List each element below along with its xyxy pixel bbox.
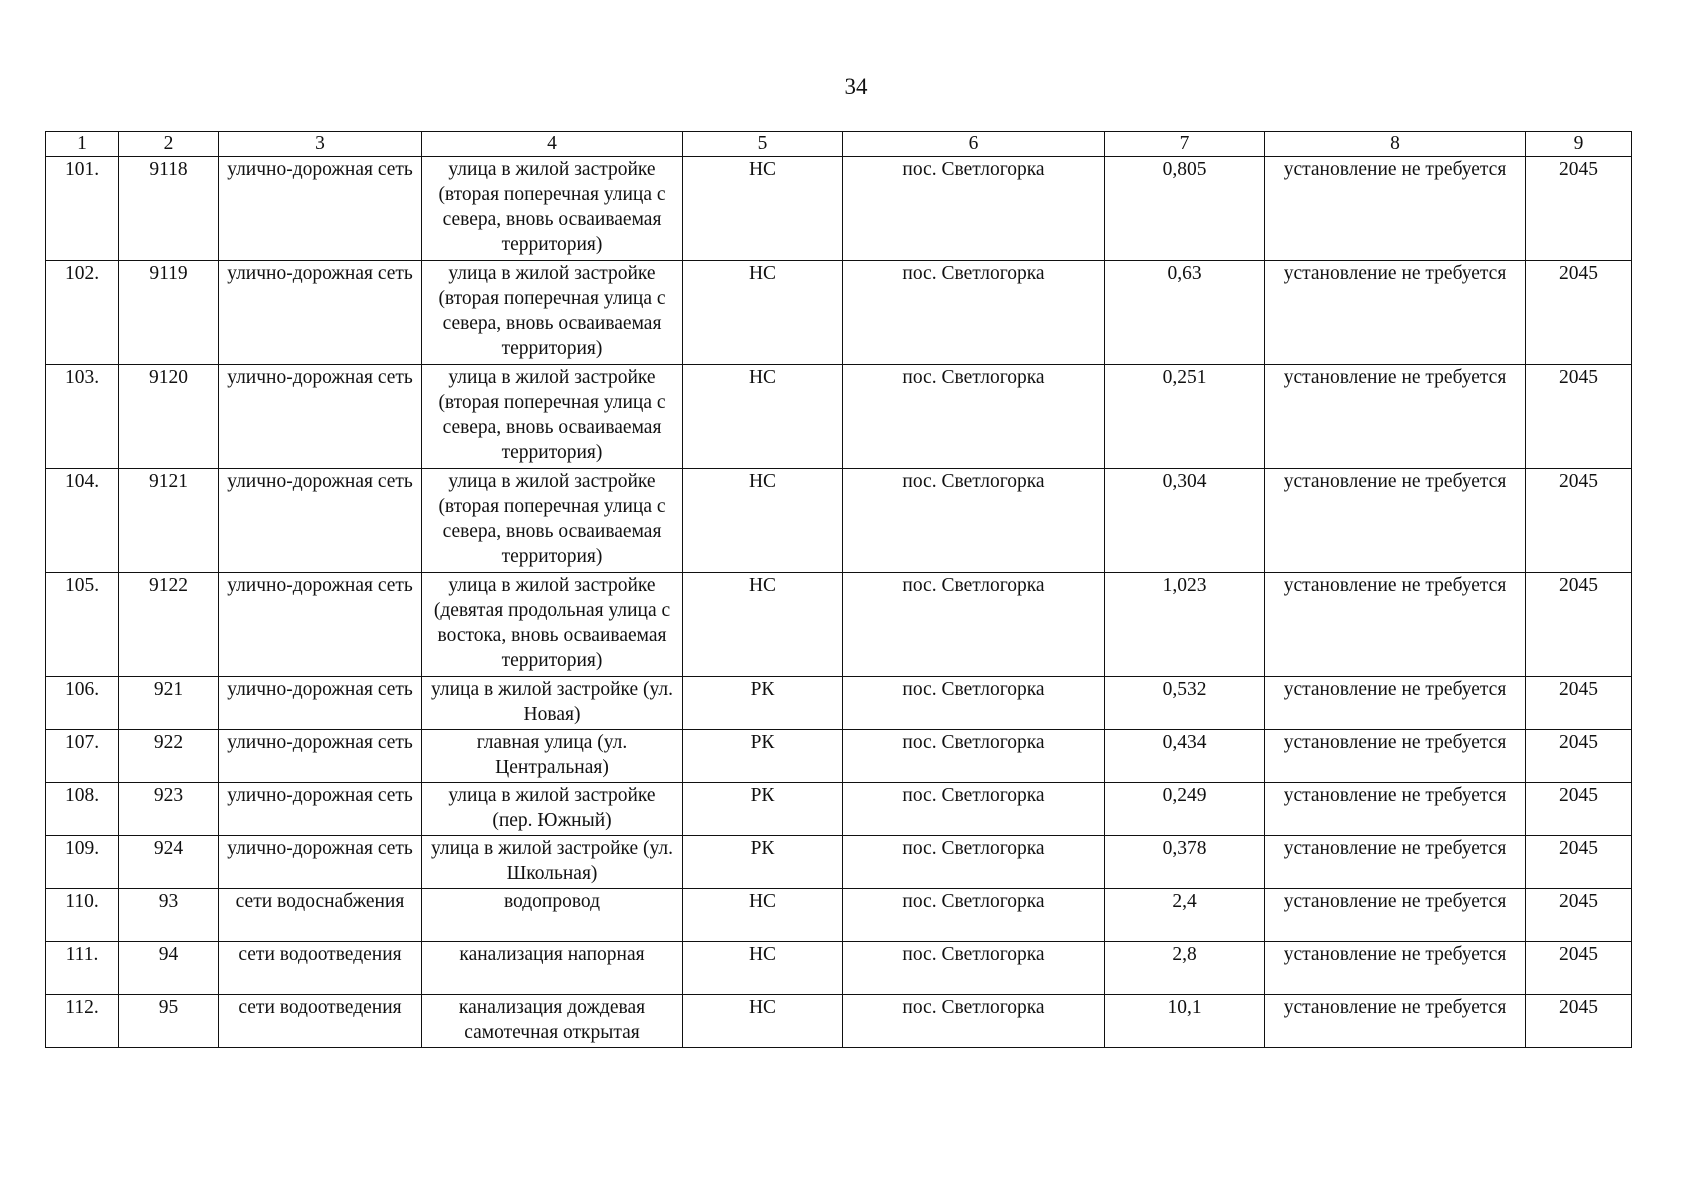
table-cell: пос. Светлогорка: [843, 677, 1105, 730]
table-cell: 2045: [1526, 261, 1632, 365]
table-row: [46, 783, 1632, 836]
table-cell: 93: [119, 889, 219, 942]
table-cell: установление не требуется: [1265, 573, 1526, 677]
table-cell: 2045: [1526, 889, 1632, 942]
table-cell: 9120: [119, 365, 219, 469]
column-header: 6: [843, 132, 1105, 157]
table-cell: улица в жилой застройке (пер. Южный): [422, 783, 683, 836]
table-cell: 107.: [46, 730, 119, 783]
table-cell: 2045: [1526, 995, 1632, 1048]
table-cell: НС: [683, 157, 843, 261]
table-cell: 104.: [46, 469, 119, 573]
table-cell: улично-дорожная сеть: [219, 836, 422, 889]
header-row: [46, 132, 1632, 157]
table-cell: установление не требуется: [1265, 469, 1526, 573]
table-cell: 2045: [1526, 157, 1632, 261]
table-cell: пос. Светлогорка: [843, 261, 1105, 365]
table-cell: НС: [683, 995, 843, 1048]
table-cell: 110.: [46, 889, 119, 942]
table-cell: улично-дорожная сеть: [219, 783, 422, 836]
table-row: [46, 261, 1632, 365]
table-row: [46, 942, 1632, 995]
table-cell: установление не требуется: [1265, 836, 1526, 889]
table-cell: 111.: [46, 942, 119, 995]
table-cell: 10,1: [1105, 995, 1265, 1048]
table-cell: установление не требуется: [1265, 157, 1526, 261]
table-cell: улица в жилой застройке (вторая поперечная улица с севера, вновь осваиваемая территория): [422, 261, 683, 365]
table-cell: установление не требуется: [1265, 677, 1526, 730]
table-cell: 2045: [1526, 677, 1632, 730]
table-row: [46, 836, 1632, 889]
table-cell: улично-дорожная сеть: [219, 365, 422, 469]
table-cell: улично-дорожная сеть: [219, 469, 422, 573]
table-cell: улица в жилой застройке (вторая поперечная улица с севера, вновь осваиваемая территория): [422, 469, 683, 573]
table-cell: 0,378: [1105, 836, 1265, 889]
table-cell: 2,4: [1105, 889, 1265, 942]
column-header: 3: [219, 132, 422, 157]
column-header: 2: [119, 132, 219, 157]
table-cell: канализация напорная: [422, 942, 683, 995]
table-cell: 2045: [1526, 836, 1632, 889]
table-cell: 924: [119, 836, 219, 889]
table-cell: улица в жилой застройке (ул. Новая): [422, 677, 683, 730]
table-cell: улично-дорожная сеть: [219, 730, 422, 783]
table-cell: 1,023: [1105, 573, 1265, 677]
table-cell: 921: [119, 677, 219, 730]
table-cell: улично-дорожная сеть: [219, 677, 422, 730]
table-cell: сети водоотведения: [219, 995, 422, 1048]
table-cell: 2045: [1526, 365, 1632, 469]
table-cell: РК: [683, 783, 843, 836]
table-cell: пос. Светлогорка: [843, 995, 1105, 1048]
table-cell: 94: [119, 942, 219, 995]
table-cell: пос. Светлогорка: [843, 783, 1105, 836]
column-header: 5: [683, 132, 843, 157]
table-row: [46, 995, 1632, 1048]
table-cell: 103.: [46, 365, 119, 469]
table-cell: сети водоотведения: [219, 942, 422, 995]
table-row: [46, 730, 1632, 783]
table-cell: пос. Светлогорка: [843, 730, 1105, 783]
table-cell: 0,805: [1105, 157, 1265, 261]
table-cell: РК: [683, 836, 843, 889]
column-header: 1: [46, 132, 119, 157]
table-cell: улично-дорожная сеть: [219, 261, 422, 365]
table-cell: 9118: [119, 157, 219, 261]
table-cell: 106.: [46, 677, 119, 730]
table-cell: улица в жилой застройке (вторая поперечная улица с севера, вновь осваиваемая территория): [422, 157, 683, 261]
table-cell: пос. Светлогорка: [843, 573, 1105, 677]
table-cell: 0,532: [1105, 677, 1265, 730]
table-cell: 112.: [46, 995, 119, 1048]
table-cell: 109.: [46, 836, 119, 889]
table-cell: 2,8: [1105, 942, 1265, 995]
table-cell: 95: [119, 995, 219, 1048]
column-header: 4: [422, 132, 683, 157]
table-cell: пос. Светлогорка: [843, 942, 1105, 995]
column-header: 7: [1105, 132, 1265, 157]
table-cell: установление не требуется: [1265, 995, 1526, 1048]
table-cell: 9121: [119, 469, 219, 573]
table-cell: 0,251: [1105, 365, 1265, 469]
table-cell: 923: [119, 783, 219, 836]
table-cell: НС: [683, 942, 843, 995]
table-cell: улица в жилой застройке (девятая продольная улица с востока, вновь осваиваемая территория): [422, 573, 683, 677]
table-cell: НС: [683, 889, 843, 942]
table-cell: пос. Светлогорка: [843, 836, 1105, 889]
table-cell: пос. Светлогорка: [843, 469, 1105, 573]
table-cell: установление не требуется: [1265, 889, 1526, 942]
table-cell: 2045: [1526, 942, 1632, 995]
table-cell: 2045: [1526, 469, 1632, 573]
table-cell: установление не требуется: [1265, 365, 1526, 469]
register-table: [45, 131, 1632, 1048]
table-cell: 2045: [1526, 573, 1632, 677]
column-header: 9: [1526, 132, 1632, 157]
table-cell: канализация дождевая самотечная открытая: [422, 995, 683, 1048]
table-row: [46, 677, 1632, 730]
table-cell: установление не требуется: [1265, 261, 1526, 365]
table-row: [46, 469, 1632, 573]
table-cell: 9119: [119, 261, 219, 365]
table-cell: НС: [683, 365, 843, 469]
table-cell: РК: [683, 730, 843, 783]
table-row: [46, 157, 1632, 261]
table-cell: водопровод: [422, 889, 683, 942]
table-cell: 105.: [46, 573, 119, 677]
table-cell: РК: [683, 677, 843, 730]
table-cell: 108.: [46, 783, 119, 836]
table-cell: 0,434: [1105, 730, 1265, 783]
table-row: [46, 889, 1632, 942]
table-cell: НС: [683, 469, 843, 573]
column-header: 8: [1265, 132, 1526, 157]
table-cell: 102.: [46, 261, 119, 365]
table-cell: установление не требуется: [1265, 942, 1526, 995]
table-cell: НС: [683, 261, 843, 365]
table-cell: главная улица (ул. Центральная): [422, 730, 683, 783]
page-number: 34: [844, 74, 868, 99]
table-cell: 9122: [119, 573, 219, 677]
table-cell: 0,304: [1105, 469, 1265, 573]
table-cell: установление не требуется: [1265, 730, 1526, 783]
table-cell: улица в жилой застройке (ул. Школьная): [422, 836, 683, 889]
table-cell: установление не требуется: [1265, 783, 1526, 836]
table-cell: 0,63: [1105, 261, 1265, 365]
table-cell: пос. Светлогорка: [843, 889, 1105, 942]
table-cell: улично-дорожная сеть: [219, 573, 422, 677]
table-cell: 922: [119, 730, 219, 783]
table-cell: 2045: [1526, 730, 1632, 783]
table-cell: 101.: [46, 157, 119, 261]
table-cell: 2045: [1526, 783, 1632, 836]
table-cell: пос. Светлогорка: [843, 365, 1105, 469]
table-row: [46, 365, 1632, 469]
table-cell: улично-дорожная сеть: [219, 157, 422, 261]
table-cell: сети водоснабжения: [219, 889, 422, 942]
table-cell: 0,249: [1105, 783, 1265, 836]
table-row: [46, 573, 1632, 677]
table-cell: улица в жилой застройке (вторая поперечная улица с севера, вновь осваиваемая территория): [422, 365, 683, 469]
table-cell: пос. Светлогорка: [843, 157, 1105, 261]
table-cell: НС: [683, 573, 843, 677]
